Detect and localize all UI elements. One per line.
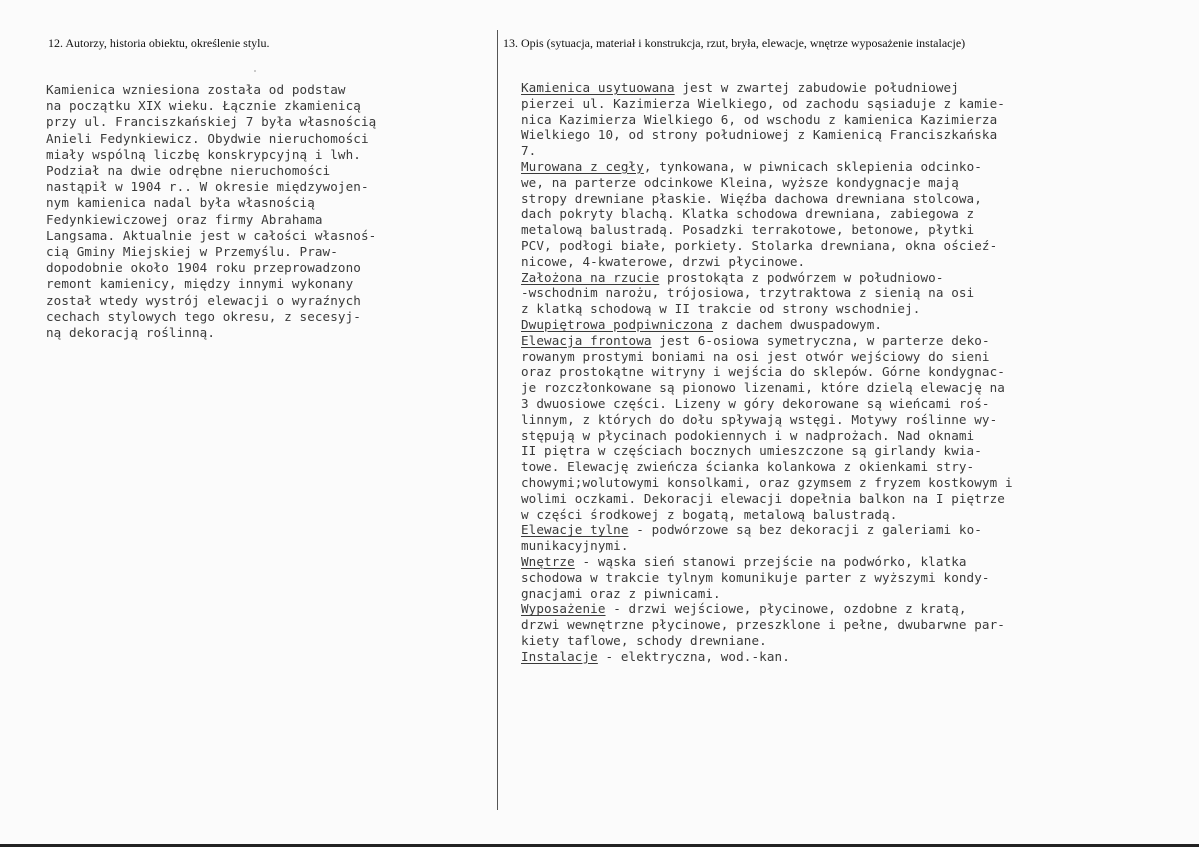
text-line xyxy=(521,333,1161,349)
text-line: remont kamienicy, między innymi wykonany xyxy=(46,276,354,292)
text-line xyxy=(521,649,1161,665)
line-text: kiety taflowe, schody drewniane. xyxy=(521,632,767,648)
text-line: na początku XIX wieku. Łącznie zkamienicą xyxy=(46,98,361,114)
text-line xyxy=(521,412,1161,428)
line-text: stępują w płycinach podokiennych i w nadprożach. Nad oknami xyxy=(521,427,975,443)
text-line xyxy=(521,175,1161,191)
text-line xyxy=(521,396,1161,412)
text-line xyxy=(521,491,1161,507)
text-line xyxy=(521,617,1161,633)
text-line: nym kamienica nadal była własnością xyxy=(46,195,315,211)
line-text: chowymi;wolutowymi konsolkami, oraz gzymsem z fryzem kostkowym i xyxy=(521,474,1013,490)
line-text: we, na parterze odcinkowe Kleina, wyższe kondygnacje mają xyxy=(521,174,959,190)
line-text: metalową balustradą. Posadzki terrakotowe, betonowe, płytki xyxy=(521,222,975,238)
line-text: - drzwi wejściowe, płycinowe, ozdobne z kratą, xyxy=(605,601,967,617)
column-divider xyxy=(497,30,498,810)
line-text: II piętra w częściach bocznych umieszczone są girlandy kwia- xyxy=(521,443,982,459)
line-text: - podwórzowe są bez dekoracji z galeriami ko- xyxy=(628,522,982,538)
line-text: nica Kazimierza Wielkiego 6, od wschodu z kamienica Kazimierza xyxy=(521,111,998,127)
line-text: je rozczłonkowane są pionowo lizenami, które dzielą elewację na xyxy=(521,380,1005,396)
underlined-term: Wyposażenie xyxy=(521,601,606,617)
text-line xyxy=(521,159,1161,175)
underlined-term: Elewacja frontowa xyxy=(521,332,652,348)
text-line xyxy=(521,443,1161,459)
text-line xyxy=(521,254,1161,270)
line-text: gnacjami oraz z piwnicami. xyxy=(521,585,721,601)
scan-speck xyxy=(254,70,256,72)
section-13-heading: 13. Opis (sytuacja, materiał i konstrukcja, rzut, bryła, elewacje, wnętrze wyposażenie instalacje) xyxy=(503,36,966,50)
line-text: z klatką schodową w II trakcie od strony wschodniej. xyxy=(521,301,921,317)
line-text: jest 6-osiowa symetryczna, w parterze deko- xyxy=(651,332,990,348)
line-text: Wielkiego 10, od strony południowej z Kamienicą Franciszkańska xyxy=(521,127,998,143)
text-line: Anieli Fedynkiewicz. Obydwie nieruchomości xyxy=(46,130,369,146)
text-line: nastąpił w 1904 r.. W okresie międzywojen- xyxy=(46,179,369,195)
line-text: - elektryczna, wod.-kan. xyxy=(597,648,790,664)
text-line: cechach stylowych tego okresu, z secesyj- xyxy=(46,308,361,324)
text-line xyxy=(521,633,1161,649)
line-text: oraz prostokątne witryny i wejścia do sklepów. Górne kondygnac- xyxy=(521,364,1005,380)
text-line xyxy=(521,191,1161,207)
text-line: Fedynkiewiczowej oraz firmy Abrahama xyxy=(46,211,323,227)
line-text: wolimi oczkami. Dekoracji elewacji dopełnia balkon na I piętrze xyxy=(521,490,1005,506)
text-line xyxy=(521,570,1161,586)
text-line xyxy=(521,364,1161,380)
text-line xyxy=(521,222,1161,238)
text-line xyxy=(521,206,1161,222)
text-line xyxy=(521,270,1161,286)
line-text: 3 dwuosiowe części. Lizeny w góry dekorowane są wieńcami roś- xyxy=(521,395,990,411)
text-line xyxy=(521,522,1161,538)
line-text: -wschodnim narożu, trójosiowa, trzytraktowa z sienią na osi xyxy=(521,285,975,301)
text-line: przy ul. Franciszkańskiej 7 była własnością xyxy=(46,114,377,130)
underlined-term: Elewacje tylne xyxy=(521,522,629,538)
text-line: cią Gminy Miejskiej w Przemyślu. Praw- xyxy=(46,244,338,260)
line-text: dach pokryty blachą. Klatka schodowa drewniana, zabiegowa z xyxy=(521,206,975,222)
underlined-term: Kamienica usytuowana xyxy=(521,80,675,95)
text-line: Langsama. Aktualnie jest w całości własnoś- xyxy=(46,227,377,243)
line-text: pierzei ul. Kazimierza Wielkiego, od zachodu sąsiaduje z kamie- xyxy=(521,95,1005,111)
underlined-term: Wnętrze xyxy=(521,553,575,569)
description-text xyxy=(521,80,1161,664)
text-line xyxy=(521,349,1161,365)
line-text: linnym, z których do dołu spływają wstęgi. Motywy roślinne wy- xyxy=(521,411,998,427)
text-line xyxy=(521,96,1161,112)
line-text: rowanym prostymi boniami na osi jest otwór wejściowy do sieni xyxy=(521,348,990,364)
line-text: jest w zwartej zabudowie południowej xyxy=(674,80,959,95)
text-line: ną dekoracją roślinną. xyxy=(46,325,216,341)
text-line xyxy=(521,586,1161,602)
text-line xyxy=(521,507,1161,523)
line-text: munikacyjnymi. xyxy=(521,538,629,554)
text-line xyxy=(521,601,1161,617)
text-line: miały wspólną liczbę konskrypcyjną i lwh. xyxy=(46,146,361,162)
line-text: z dachem dwuspadowym. xyxy=(713,316,883,332)
text-line xyxy=(521,428,1161,444)
line-text: towe. Elewację zwieńcza ścianka kolankowa z okienkami stry- xyxy=(521,459,975,475)
underlined-term: Murowana z cegły xyxy=(521,158,644,174)
line-text: nicowe, 4-kwaterowe, drzwi płycinowe. xyxy=(521,253,806,269)
text-line: Kamienica wzniesiona została od podstaw xyxy=(46,82,346,97)
text-line xyxy=(521,80,1161,96)
text-line xyxy=(521,301,1161,317)
underlined-term: Instalacje xyxy=(521,648,598,664)
line-text: drzwi wewnętrzne płycinowe, przeszklone i pełne, dwubarwne par- xyxy=(521,617,1005,633)
text-line: został wtedy wystrój elewacji o wyraźnych xyxy=(46,292,361,308)
text-line: dopodobnie około 1904 roku przeprowadzono xyxy=(46,260,361,276)
line-text: stropy drewniane płaskie. Więźba dachowa drewniana stolcowa, xyxy=(521,190,982,206)
line-text: schodowa w trakcie tylnym komunikuje parter z wyższymi kondy- xyxy=(521,569,990,585)
section-12-heading: 12. Autorzy, historia obiektu, określenie stylu. xyxy=(48,36,270,50)
text-line xyxy=(521,143,1161,159)
underlined-term: Dwupiętrowa podpiwniczona xyxy=(521,316,714,332)
text-line xyxy=(521,238,1161,254)
text-line: Podział na dwie odrębne nieruchomości xyxy=(46,163,331,179)
line-text: PCV, podłogi białe, porkiety. Stolarka drewniana, okna ościeź- xyxy=(521,237,998,253)
text-line xyxy=(521,380,1161,396)
line-text: , tynkowana, w piwnicach sklepienia odcinko- xyxy=(643,158,982,174)
line-text: prostokąta z podwórzem w południowo- xyxy=(659,269,944,285)
text-line xyxy=(521,475,1161,491)
underlined-term: Założona na rzucie xyxy=(521,269,660,285)
text-line xyxy=(521,538,1161,554)
text-line xyxy=(521,112,1161,128)
text-line xyxy=(521,127,1161,143)
text-line xyxy=(521,285,1161,301)
line-text: 7. xyxy=(521,143,537,159)
history-text xyxy=(46,82,486,341)
line-text: - wąska sień stanowi przejście na podwórko, klatka xyxy=(574,553,967,569)
text-line xyxy=(521,554,1161,570)
text-line xyxy=(521,317,1161,333)
line-text: w części środkowej z bogatą, metalową balustradą. xyxy=(521,506,898,522)
text-line xyxy=(521,459,1161,475)
